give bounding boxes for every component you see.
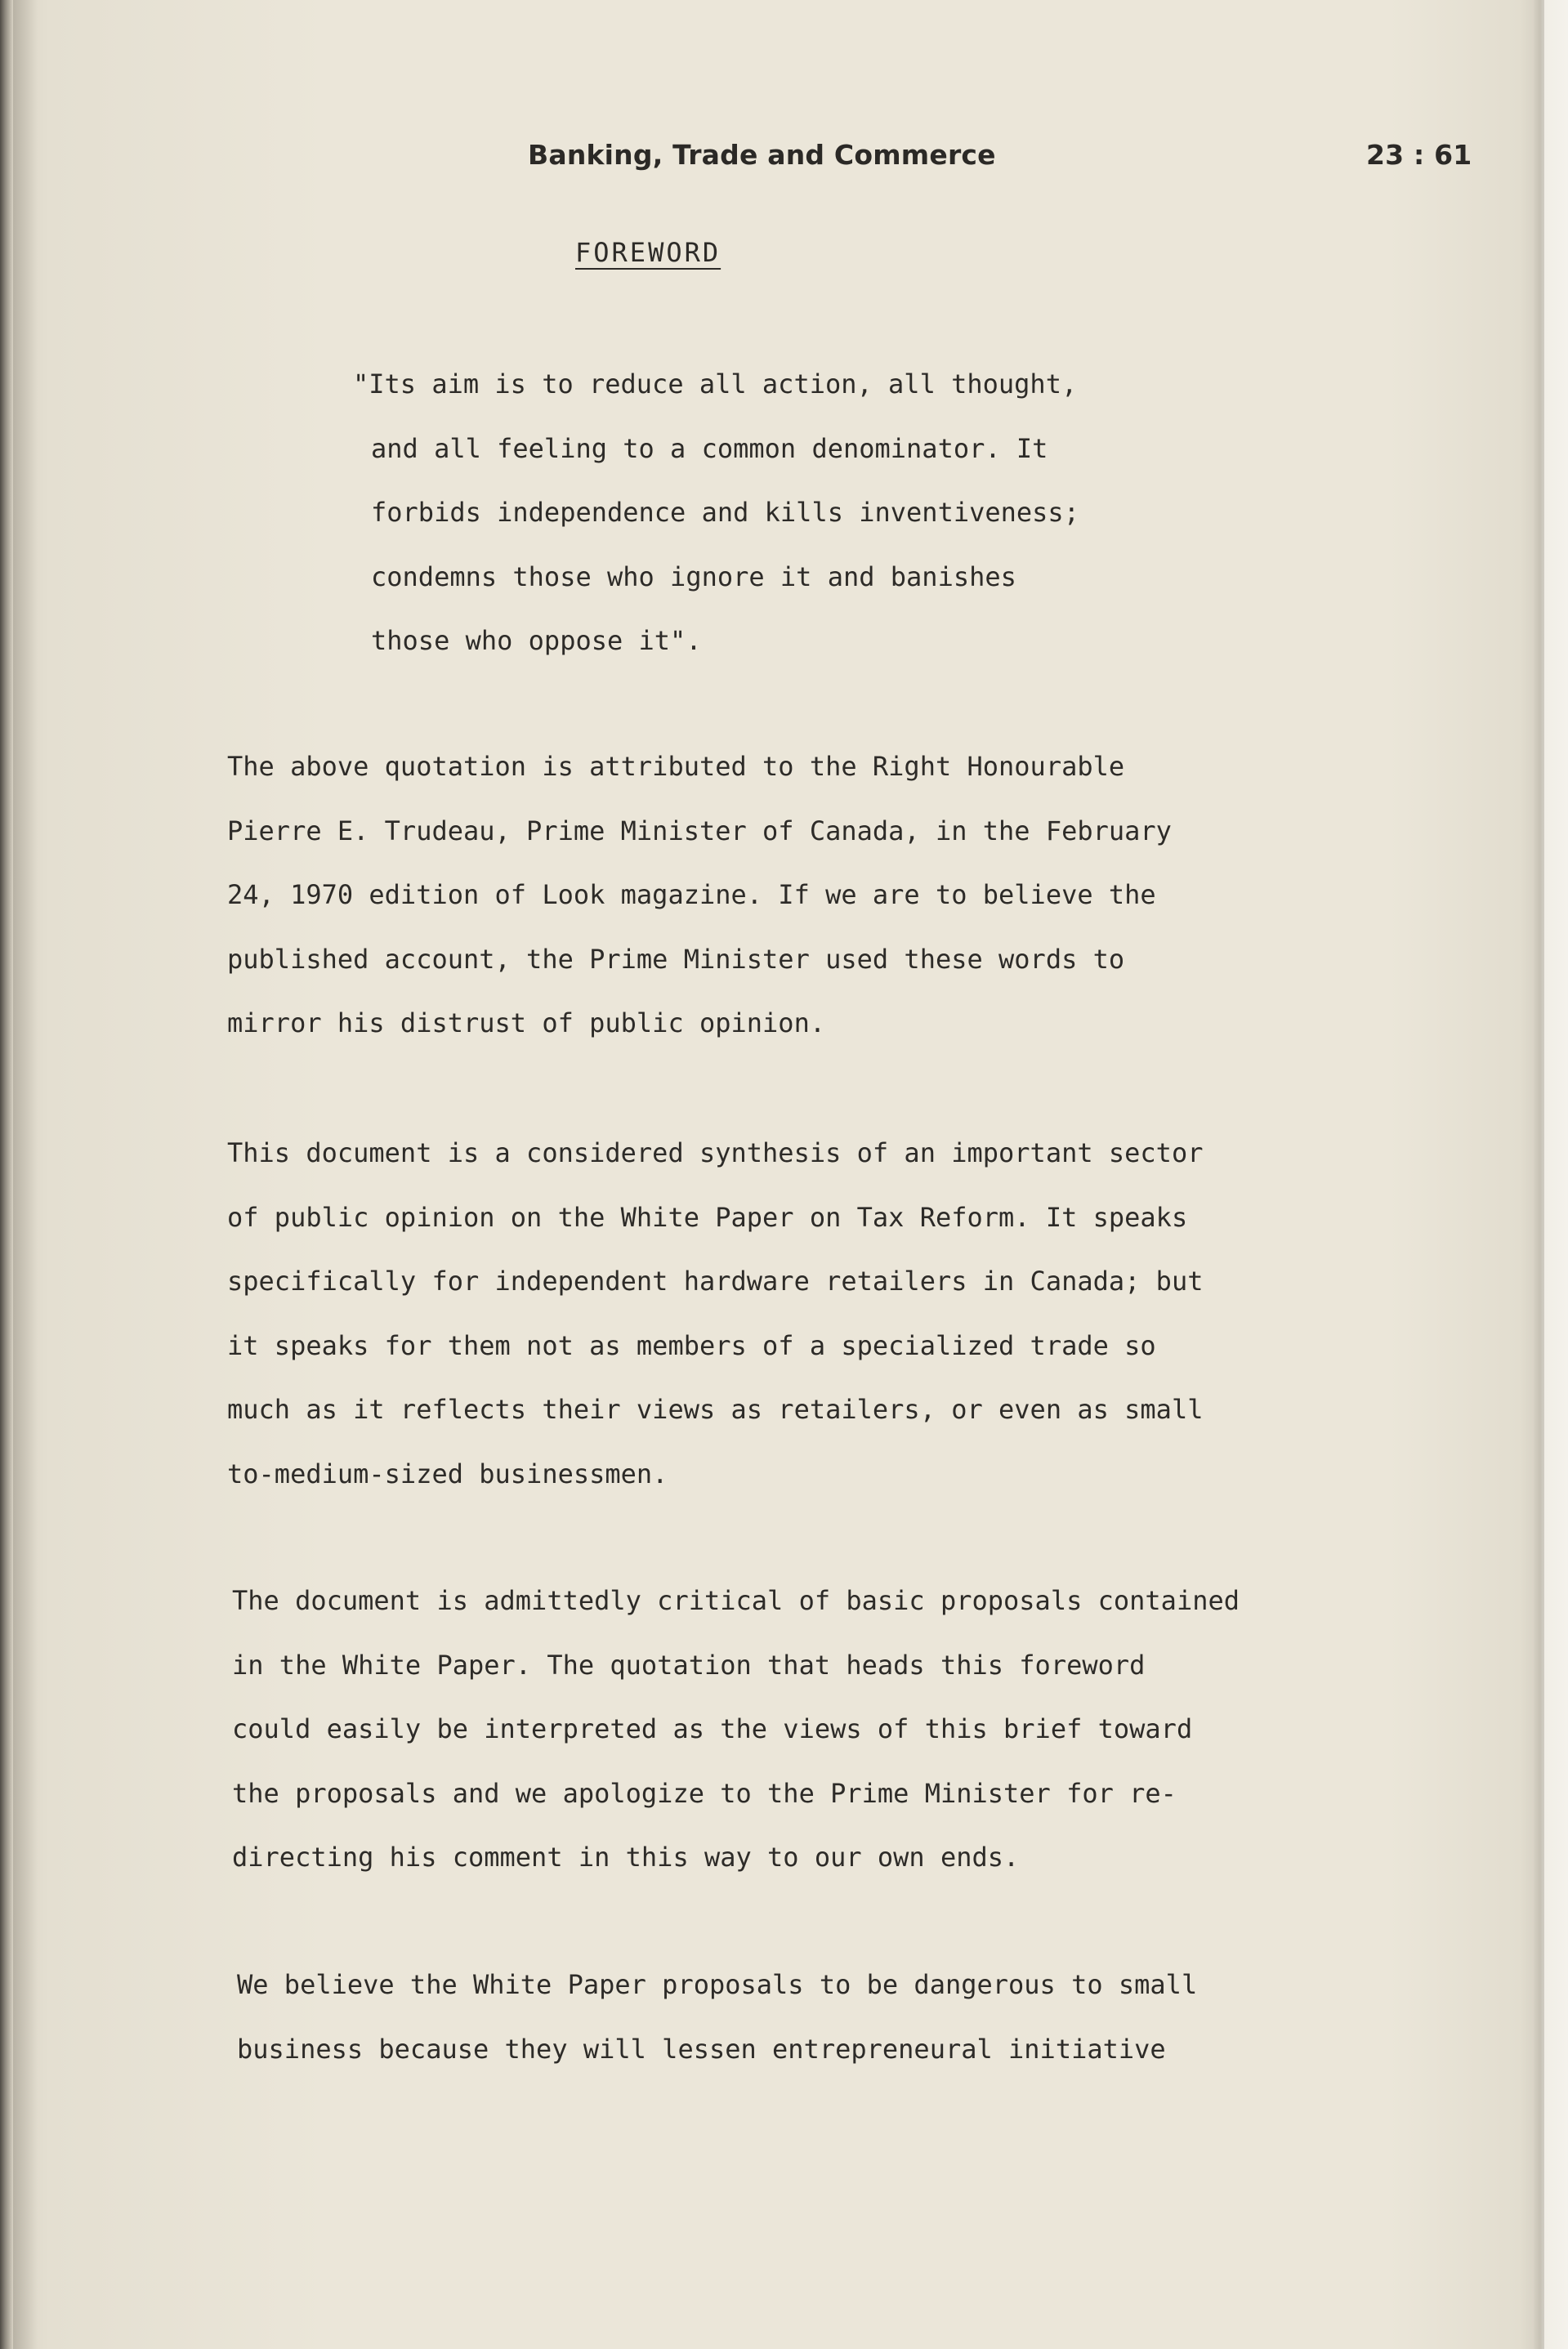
paragraph-line: 24, 1970 edition of Look magazine. If we are to believe the xyxy=(227,879,1156,910)
quote-line: "Its aim is to reduce all action, all thought, xyxy=(353,368,1078,400)
paragraph-line: This document is a considered synthesis of an important sector xyxy=(227,1137,1204,1168)
paragraph-attribution xyxy=(227,735,1172,1056)
section-title: FOREWORD xyxy=(575,237,721,268)
paragraph-line: published account, the Prime Minister used these words to xyxy=(227,943,1125,975)
paragraph-line: We believe the White Paper proposals to be dangerous to small xyxy=(237,1969,1198,2000)
paragraph-synthesis xyxy=(227,1121,1203,1506)
paragraph-line: directing his comment in this way to our own ends. xyxy=(232,1842,1020,1873)
paragraph-line: Pierre E. Trudeau, Prime Minister of Canada, in the February xyxy=(227,815,1172,846)
page-number: 23 : 61 xyxy=(1366,139,1472,171)
quote-line: condemns those who ignore it and banishes xyxy=(371,560,1016,592)
paragraph-line: The document is admittedly critical of basic proposals contained xyxy=(232,1585,1240,1616)
paragraph-line: mirror his distrust of public opinion. xyxy=(227,1007,826,1038)
paragraph-line: much as it reflects their views as retailers, or even as small xyxy=(227,1394,1204,1425)
paragraph-line: could easily be interpreted as the views of this brief toward xyxy=(232,1713,1193,1744)
paragraph-line: in the White Paper. The quotation that heads this foreword xyxy=(232,1649,1146,1681)
paragraph-line: specifically for independent hardware retailers in Canada; but xyxy=(227,1266,1204,1297)
quote-line: those who oppose it". xyxy=(371,625,702,656)
paragraph-line: of public opinion on the White Paper on Tax Reform. It speaks xyxy=(227,1201,1188,1233)
page-right-edge xyxy=(1533,0,1544,2349)
paragraph-critical xyxy=(232,1569,1240,1890)
running-header-title: Banking, Trade and Commerce xyxy=(528,139,996,171)
epigraph-quote xyxy=(353,352,1079,673)
paragraph-belief xyxy=(237,1953,1197,2081)
paragraph-line: it speaks for them not as members of a specialized trade so xyxy=(227,1329,1156,1361)
binding-shadow xyxy=(13,0,38,2349)
quote-line: and all feeling to a common denominator. It xyxy=(371,432,1048,464)
paragraph-line: The above quotation is attributed to the Right Honourable xyxy=(227,751,1125,782)
paragraph-line: to-medium-sized businessmen. xyxy=(227,1458,668,1489)
book-binding-edge xyxy=(0,0,13,2349)
paragraph-line: the proposals and we apologize to the Prime Minister for re- xyxy=(232,1777,1177,1809)
paragraph-line: business because they will lessen entrepreneural initiative xyxy=(237,2033,1166,2065)
quote-line: forbids independence and kills inventiveness; xyxy=(371,497,1079,528)
